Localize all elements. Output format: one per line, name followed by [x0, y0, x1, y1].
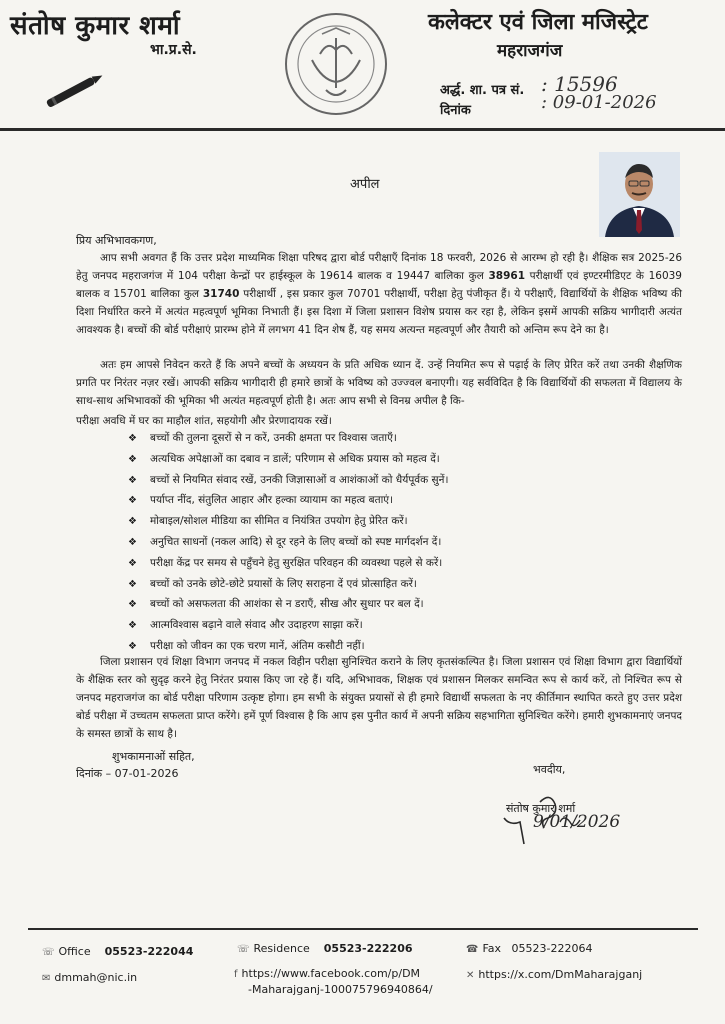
- list-item: ❖ मोबाइल/सोशल मीडिया का सीमित व नियंत्रित उपयोग हेतु प्रेरित करें।: [128, 511, 448, 532]
- x-contact: [466, 968, 642, 981]
- fax-number: ☎ Fax 05523-222064: [466, 942, 593, 955]
- fax-icon: ☎: [466, 944, 479, 955]
- list-item: ❖ बच्चों से नियमित संवाद रखें, उनकी जिज्ञासाओं व आशंकाओं को धैर्यपूर्वक सुनें।: [128, 470, 448, 491]
- list-item: ❖ अत्यधिक अपेक्षाओं का दबाव न डालें; परिणाम से अधिक प्रयास को महत्व दें।: [128, 449, 448, 470]
- header-divider: [0, 128, 725, 131]
- paragraph-4: जिला प्रशासन एवं शिक्षा विभाग जनपद में नकल विहीन परीक्षा सुनिश्चित कराने के लिए कृतसंकल्पित है। जिला प्रशासन एवं शिक्षा विभाग द्वारा विद्यार्थियों के शैक्षिक स्तर को सुदृढ़ करने हेतु निरंतर प्रयास किए जा रहे हैं। यदि, अभिभावक, शिक्षक एवं प्रशासन मिलकर समन्वित रूप से कार्य करें, तो निश्चित रूप से जनपद महराजगंज का बोर्ड परीक्षा परिणाम उत्कृष्ट होगा। हम सभी के संयुक्त प्रयासों से ही हमारे विद्यार्थी सफलता के नए कीर्तिमान स्थापित करते हुए उत्तर प्रदेश बोर्ड परीक्षा में उच्चतम सफलता प्राप्त करेंगे। हमें पूर्ण विश्वास है कि आप इस पुनीत कार्य में अपनी सक्रिय सहभागिता सुनिश्चित करेंगे। हमारी शुभकामनाएं जनपद के समस्त छात्रों के साथ है।: [76, 656, 682, 740]
- facebook-link-continued[interactable]: -Maharajganj-100075796940864/: [248, 983, 433, 996]
- parent-tips-list: [128, 428, 448, 657]
- letter-date-label: दिनांक: [440, 103, 471, 118]
- list-item: ❖ बच्चों को उनके छोटे-छोटे प्रयासों के लिए सराहना दें एवं प्रोत्साहित करें।: [128, 574, 448, 595]
- phone-icon: ☏: [237, 944, 250, 955]
- closing-line: शुभकामनाओं सहित,: [112, 750, 195, 763]
- diamond-bullet-icon: ❖: [128, 453, 137, 465]
- letter-date-value: : 09-01-2026: [541, 92, 657, 113]
- paragraph-3: परीक्षा अवधि में घर का माहौल शांत, सहयोगी और प्रेरणादायक रखें।: [76, 415, 332, 427]
- officer-photo: [599, 152, 680, 237]
- email-link[interactable]: dmmah@nic.in: [54, 971, 138, 984]
- facebook-link[interactable]: https://www.facebook.com/p/DM: [241, 967, 421, 980]
- yours-faithfully: भवदीय,: [533, 763, 566, 776]
- facebook-icon: f: [234, 969, 238, 980]
- x-link[interactable]: https://x.com/DmMaharajganj: [478, 968, 643, 981]
- signing-date: दिनांक – 07-01-2026: [76, 767, 179, 780]
- pen-icon: [40, 70, 110, 110]
- office-phone: ☏ Office 05523-222044: [42, 945, 194, 958]
- letter-subject: अपील: [350, 177, 380, 192]
- list-item: ❖ परीक्षा केंद्र पर समय से पहुँचने हेतु सुरक्षित परिवहन की व्यवस्था पहले से करें।: [128, 553, 448, 574]
- district-name: महराजगंज: [497, 41, 563, 61]
- list-item: ❖ पर्याप्त नींद, संतुलित आहार और हल्का व्यायाम का महत्व बताएं।: [128, 490, 448, 511]
- list-item: ❖ अनुचित साधनों (नकल आदि) से दूर रहने के लिए बच्चों को स्पष्ट मार्गदर्शन दें।: [128, 532, 448, 553]
- email-icon: ✉: [42, 973, 51, 984]
- diamond-bullet-icon: ❖: [128, 557, 137, 569]
- officer-name: संतोष कुमार शर्मा: [10, 11, 181, 41]
- paragraph-2: अतः हम आपसे निवेदन करते हैं कि अपने बच्चों के अध्ययन के प्रति अधिक ध्यान दें. उन्हें नियमित रूप से पढ़ाई के लिए प्रेरित करें तथा उनकी शैक्षणिक प्रगति पर निरंतर नज़र रखें। आपकी सक्रिय भागीदारी ही हमारे छात्रों के भविष्य को उज्ज्वल बनाएगी। यह सर्वविदित है कि विद्यार्थियों की सफलता में विद्यालय के साथ-साथ अभिभावकों की भूमिका भी अत्यंत महत्वपूर्ण होती है। अतः आप सभी से विनम्र अपील है कि-: [76, 359, 682, 407]
- diamond-bullet-icon: ❖: [128, 599, 137, 611]
- facebook-contact: [234, 966, 433, 997]
- letter-number-label: अर्द्ध. शा. पत्र सं.: [440, 83, 525, 98]
- residence-phone: ☏ Residence 05523-222206: [237, 942, 413, 955]
- diamond-bullet-icon: ❖: [128, 433, 137, 444]
- diamond-bullet-icon: ❖: [128, 536, 137, 548]
- diamond-bullet-icon: ❖: [128, 474, 137, 486]
- signatory-name: संतोष कुमार शर्मा: [506, 802, 576, 815]
- diamond-bullet-icon: ❖: [128, 578, 137, 590]
- up-government-emblem-icon: [282, 10, 390, 118]
- diamond-bullet-icon: ❖: [128, 495, 137, 507]
- footer-divider: [28, 928, 698, 930]
- list-item: ❖ आत्मविश्वास बढ़ाने वाले संवाद और उदाहरण साझा करें।: [128, 615, 448, 636]
- officer-designation: कलेक्टर एवं जिला मजिस्ट्रेट: [428, 10, 648, 35]
- letter-number-value: : 15596: [541, 72, 618, 96]
- phone-icon: ☏: [42, 947, 55, 958]
- handwritten-date: 9/01/2026: [533, 812, 621, 832]
- list-item: ❖ बच्चों की तुलना दूसरों से न करें, उनकी क्षमता पर विश्वास जताएँ।: [128, 428, 448, 449]
- letter-salutation: प्रिय अभिभावकगण,: [76, 234, 157, 247]
- x-icon: ✕: [466, 970, 475, 981]
- officer-service: भा.प्र.से.: [150, 42, 197, 58]
- diamond-bullet-icon: ❖: [128, 516, 137, 528]
- email-contact: [42, 971, 137, 984]
- list-item: ❖ परीक्षा को जीवन का एक चरण मानें, अंतिम कसौटी नहीं।: [128, 636, 448, 657]
- diamond-bullet-icon: ❖: [128, 620, 137, 632]
- list-item: ❖ बच्चों को असफलता की आशंका से न डराएँ, सीख और सुधार पर बल दें।: [128, 594, 448, 615]
- diamond-bullet-icon: ❖: [128, 640, 137, 652]
- paragraph-1: आप सभी अवगत हैं कि उत्तर प्रदेश माध्यमिक शिक्षा परिषद द्वारा बोर्ड परीक्षाएँ दिनांक 18 फरवरी, 2026 से आरम्भ हो रही है। शैक्षिक सत्र 2025-26 हेतु जनपद महराजगंज में 104 परीक्षा केन्द्रों पर हाईस्कूल के 19614 बालक व 19447 बालिका कुल 38961 परीक्षार्थी एवं इण्टरमीडिएट के 16039 बालक व 15701 बालिका कुल 31740 परीक्षार्थी , इस प्रकार कुल 70701 परीक्षार्थी, परीक्षा हेतु पंजीकृत हैं। ये परीक्षाएँ, विद्यार्थियों के शैक्षिक भविष्य की दिशा निर्धारित करने में अत्यंत महत्वपूर्ण भूमिका निभाती हैं। इस दिशा में जिला प्रशासन विशेष प्रयास कर रहा है, लेकिन इसमें आपकी सक्रिय भागीदारी अत्यंत आवश्यक है। बच्चों की बोर्ड परीक्षाएं प्रारम्भ होने में लगभग 41 दिन शेष हैं, यह समय अत्यन्त महत्वपूर्ण और तैयारी को अन्तिम रूप देने का है।: [76, 252, 682, 336]
